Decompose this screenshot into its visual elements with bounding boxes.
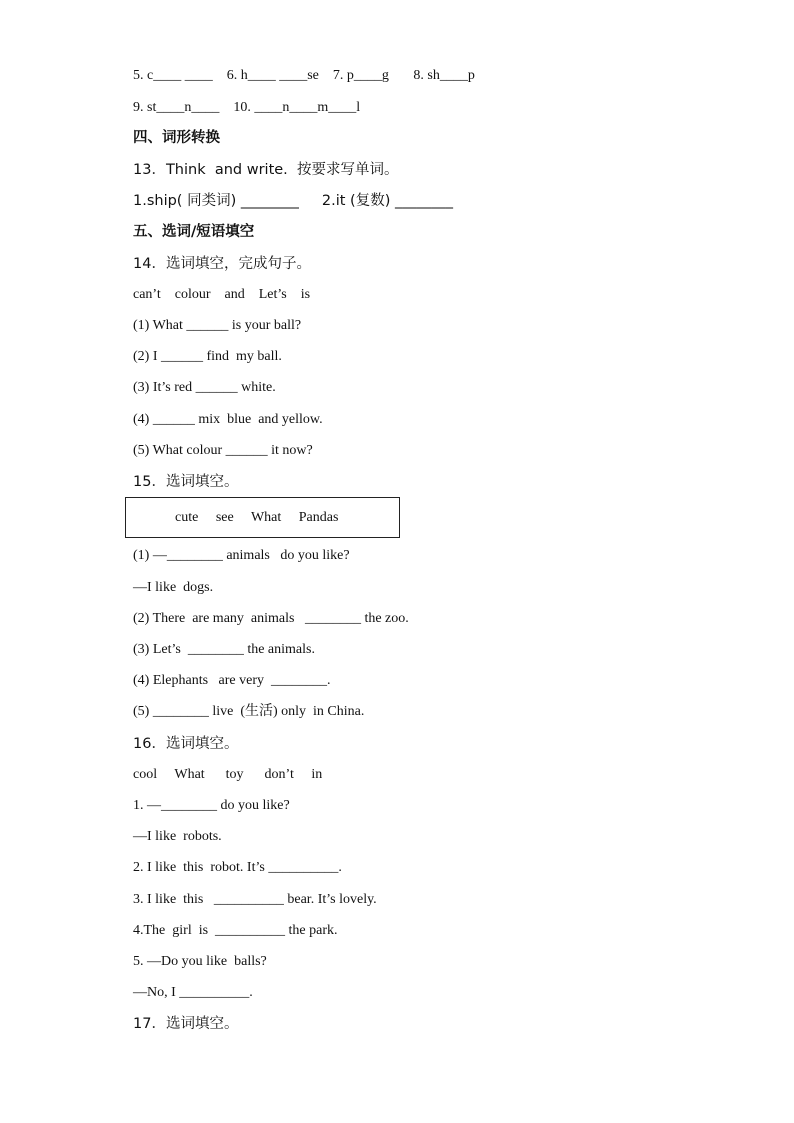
question-16-item-2: 2. I like this robot. It’s __________. (133, 860, 342, 875)
question-14-item-5: (5) What colour ______ it now? (133, 443, 313, 458)
question-16-item-5-answer: —No, I __________. (133, 985, 253, 1000)
fill-letters-row-1: 5. c____ ____ 6. h____ ____se 7. p____g 8. sh____p (133, 68, 475, 83)
question-13-title: 13．Think and write. 按要求写单词。 (133, 162, 399, 178)
question-15-item-2: (2) There are many animals ________ the zoo. (133, 611, 409, 626)
question-16-item-1: 1. —________ do you like? (133, 798, 290, 813)
question-16-word-bank: cool What toy don’t in (133, 767, 323, 782)
question-16-title: 16．选词填空。 (133, 736, 239, 752)
question-14-item-2: (2) I ______ find my ball. (133, 349, 282, 364)
question-15-item-4: (4) Elephants are very ________. (133, 673, 331, 688)
question-16-item-4: 4.The girl is __________ the park. (133, 923, 338, 938)
question-17-title: 17．选词填空。 (133, 1016, 239, 1032)
question-14-item-4: (4) ______ mix blue and yellow. (133, 412, 323, 427)
question-15-item-1: (1) —________ animals do you like? (133, 548, 350, 563)
question-15-item-1-answer: —I like dogs. (133, 580, 214, 595)
question-14-item-3: (3) It’s red ______ white. (133, 380, 276, 395)
question-13-items: 1.ship( 同类词) ________ 2.it (复数) ________ (133, 193, 453, 209)
question-15-word-box (125, 497, 400, 538)
question-14-title: 14．选词填空，完成句子。 (133, 256, 311, 272)
question-14-item-1: (1) What ______ is your ball? (133, 318, 302, 333)
question-14-word-bank: can’t colour and Let’s is (133, 287, 311, 302)
question-16-item-3: 3. I like this __________ bear. It’s lovely. (133, 892, 377, 907)
question-15-title: 15．选词填空。 (133, 474, 239, 490)
question-15-item-3: (3) Let’s ________ the animals. (133, 642, 315, 657)
question-15-item-5: (5) ________ live (生活) only in China. (133, 704, 365, 719)
section-heading-4: 四、词形转换 (133, 130, 220, 146)
question-16-item-1-answer: —I like robots. (133, 829, 222, 844)
fill-letters-row-2: 9. st____n____ 10. ____n____m____l (133, 100, 361, 115)
section-heading-5: 五、选词/短语填空 (133, 224, 255, 240)
question-15-word-bank: cute see What Pandas (175, 510, 339, 525)
question-16-item-5: 5. —Do you like balls? (133, 954, 267, 969)
